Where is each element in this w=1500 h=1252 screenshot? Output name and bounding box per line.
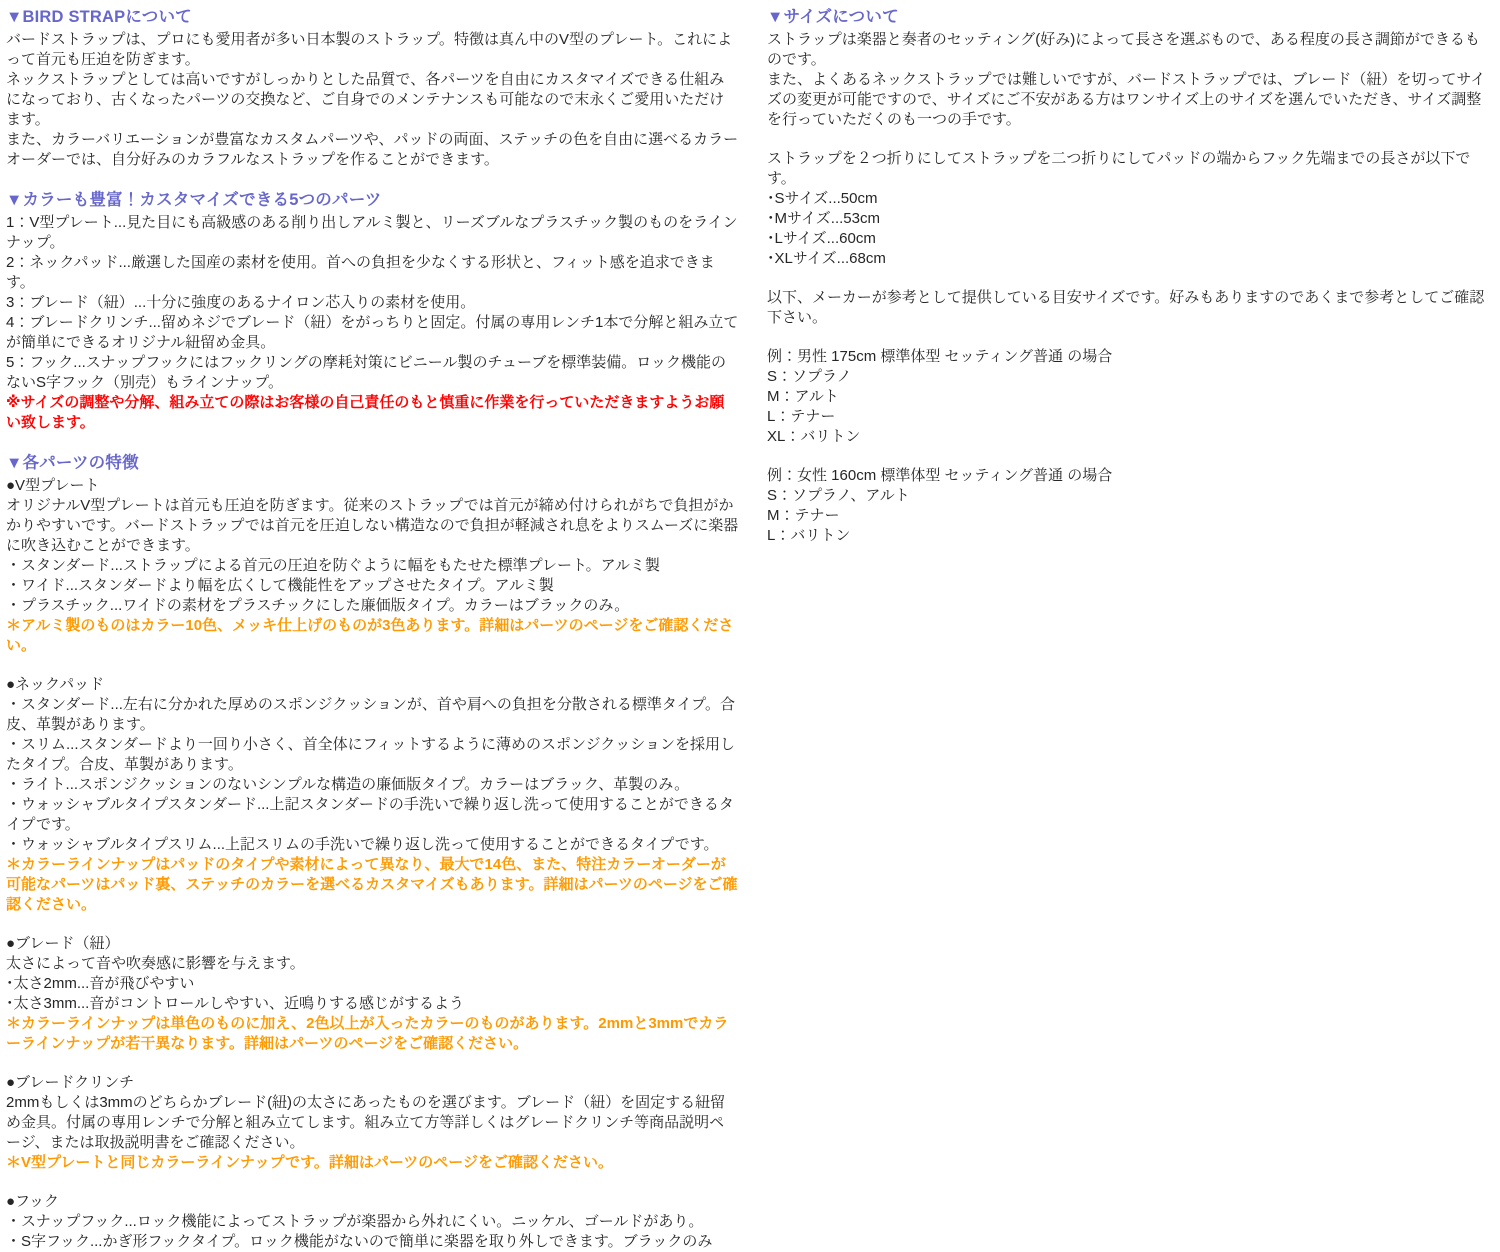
- section: [6, 189, 739, 433]
- subsection-title: ●ブレードクリンチ: [6, 1074, 135, 1091]
- paragraph: ストラップは楽器と奏者のセッティング(好み)によって長さを選ぶもので、ある程度の長さ調節ができるものです。: [767, 31, 1480, 68]
- list-item: ・スナップフック...ロック機能によってストラップが楽器から外れにくい。ニッケル、ゴールドがあり。: [6, 1213, 704, 1230]
- list-item: ・スタンダード...ストラップによる首元の圧迫を防ぐように幅をもたせた標準プレート。アルミ製: [6, 557, 661, 574]
- section: [6, 6, 739, 170]
- list-item: ・スリム...スタンダードより一回り小さく、首全体にフィットするように薄めのスポンジクッションを採用したタイプ。合皮、革製があります。: [6, 736, 735, 773]
- paragraph: 2：ネックパッド...厳選した国産の素材を使用。首への負担を少なくする形状と、フィット感を追求できます。: [6, 254, 715, 291]
- list-item: ・スタンダード...左右に分かれた厚めのスポンジクッションが、首や肩への負担を分散される標準タイプ。合皮、革製があります。: [6, 696, 735, 733]
- list-item: ・ライト...スポンジクッションのないシンプルな構造の廉価版タイプ。カラーはブラック、革製のみ。: [6, 776, 690, 793]
- paragraph: 4：ブレードクリンチ...留めネジでブレード（紐）をがっちりと固定。付属の専用レンチ1本で分解と組み立てが簡単にできるオリジナル紐留め金具。: [6, 314, 739, 351]
- section: [6, 934, 739, 1054]
- subsection-title: ●V型プレート: [6, 477, 100, 494]
- color-note-text: ＊アルミ製のものはカラー10色、メッキ仕上げのものが3色あります。詳細はパーツのページをご確認ください。: [6, 617, 734, 654]
- list-item: ･Lサイズ...60cm: [767, 230, 876, 247]
- list-item: ・ワイド...スタンダードより幅を広くして機能性をアップさせたタイプ。アルミ製: [6, 577, 554, 594]
- list-item: ･Mサイズ...53cm: [767, 210, 880, 227]
- section: [6, 1192, 739, 1252]
- section: [767, 347, 1494, 447]
- paragraph: XL：バリトン: [767, 428, 861, 445]
- paragraph: 例：男性 175cm 標準体型 セッティング普通 の場合: [767, 348, 1113, 365]
- section-heading: ▼カラーも豊富！カスタマイズできる5つのパーツ: [6, 191, 382, 209]
- section: [767, 149, 1494, 269]
- subsection-title: ●フック: [6, 1193, 60, 1210]
- paragraph: L：テナー: [767, 408, 836, 425]
- list-item: ･XLサイズ...68cm: [767, 250, 886, 267]
- paragraph: 5：フック...スナップフックにはフックリングの摩耗対策にビニール製のチューブを標準装備。ロック機能のないS字フック（別売）もラインナップ。: [6, 354, 726, 391]
- paragraph: 例：女性 160cm 標準体型 セッティング普通 の場合: [767, 467, 1113, 484]
- section: [6, 452, 739, 656]
- paragraph: L：バリトン: [767, 527, 851, 544]
- right-column: [767, 6, 1494, 546]
- paragraph: M：アルト: [767, 388, 839, 405]
- paragraph: 以下、メーカーが参考として提供している目安サイズです。好みもありますのであくまで参考としてご確認下さい。: [767, 289, 1485, 326]
- subsection-title: ●ブレード（紐）: [6, 935, 120, 952]
- color-note-text: ＊V型プレートと同じカラーラインナップです。詳細はパーツのページをご確認ください。: [6, 1154, 614, 1171]
- paragraph: M：テナー: [767, 507, 840, 524]
- subsection-title: ●ネックパッド: [6, 676, 105, 693]
- section: [767, 6, 1494, 130]
- paragraph: 3：ブレード（紐）...十分に強度のあるナイロン芯入りの素材を使用。: [6, 294, 476, 311]
- list-item: ・S字フック...かぎ形フックタイプ。ロック機能がないので簡単に楽器を取り外しできます。ブラックのみ: [6, 1233, 713, 1250]
- list-item: ･太さ2mm...音が飛びやすい: [6, 975, 195, 992]
- paragraph: 太さによって音や吹奏感に影響を与えます。: [6, 955, 305, 972]
- paragraph: S：ソプラノ、アルト: [767, 487, 910, 504]
- paragraph: また、カラーバリエーションが豊富なカスタムパーツや、パッドの両面、ステッチの色を自由に選べるカラーオーダーでは、自分好みのカラフルなストラップを作ることができます。: [6, 131, 739, 168]
- paragraph: バードストラップは、プロにも愛用者が多い日本製のストラップ。特徴は真ん中のV型のプレート。これによって首元も圧迫を防ぎます。: [6, 31, 733, 68]
- paragraph: S：ソプラノ: [767, 368, 852, 385]
- paragraph: ネックストラップとしては高いですがしっかりとした品質で、各パーツを自由にカスタマイズできる仕組みになっており、古くなったパーツの交換など、ご自身でのメンテナンスも可能なので末永くご愛用いただけます。: [6, 71, 725, 128]
- section: [767, 466, 1494, 546]
- paragraph: 1：V型プレート...見た目にも高級感のある削り出しアルミ製と、リーズブルなプラスチック製のものをラインナップ。: [6, 214, 738, 251]
- list-item: ･太さ3mm...音がコントロールしやすい、近鳴りする感じがするよう: [6, 995, 465, 1012]
- color-note-text: ＊カラーラインナップはパッドのタイプや素材によって異なり、最大で14色、また、特注カラーオーダーが可能なパーツはパッド裏、ステッチのカラーを選べるカスタマイズもあります。詳細はパーツのページをご確認ください。: [6, 856, 738, 913]
- section-heading: ▼各パーツの特徴: [6, 454, 139, 472]
- list-item: ・プラスチック...ワイドの素材をプラスチックにした廉価版タイプ。カラーはブラックのみ。: [6, 597, 630, 614]
- section: [767, 288, 1494, 328]
- paragraph: また、よくあるネックストラップでは難しいですが、バードストラップでは、ブレード（紐）を切ってサイズの変更が可能ですので、サイズにご不安がある方はワンサイズ上のサイズを選んでいただき、サイズ調整を行っていただくのも一つの手です。: [767, 71, 1486, 128]
- section-heading: ▼BIRD STRAPについて: [6, 8, 192, 26]
- list-item: ・ウォッシャブルタイプスリム...上記スリムの手洗いで繰り返し洗って使用することができるタイプです。: [6, 836, 719, 853]
- list-item: ・ウォッシャブルタイプスタンダード...上記スタンダードの手洗いで繰り返し洗って使用することができるタイプです。: [6, 796, 734, 833]
- section-heading: ▼サイズについて: [767, 8, 899, 26]
- paragraph: 2mmもしくは3mmのどちらかブレード(紐)の太さにあったものを選びます。ブレード（紐）を固定する紐留め金具。付属の専用レンチで分解と組み立てします。組み立て方等詳しくはグレードクリンチ等商品説明ページ、または取扱説明書をご確認ください。: [6, 1094, 726, 1151]
- paragraph: ストラップを２つ折りにしてストラップを二つ折りにしてパッドの端からフック先端までの長さが以下です。: [767, 150, 1471, 187]
- section: [6, 1073, 739, 1173]
- left-column: [6, 6, 739, 1252]
- warning-text: ※サイズの調整や分解、組み立ての際はお客様の自己責任のもと慎重に作業を行っていただきますようお願い致します。: [6, 394, 725, 431]
- section: [6, 675, 739, 915]
- color-note-text: ＊カラーラインナップは単色のものに加え、2色以上が入ったカラーのものがあります。2mmと3mmでカラーラインナップが若干異なります。詳細はパーツのページをご確認ください。: [6, 1015, 729, 1052]
- list-item: ･Sサイズ...50cm: [767, 190, 878, 207]
- paragraph: オリジナルV型プレートは首元も圧迫を防ぎます。従来のストラップでは首元が締め付けられがちで負担がかかりやすいです。バードストラップでは首元を圧迫しない構造なので負担が軽減され息をよりスムーズに楽器に吹き込むことができます。: [6, 497, 739, 554]
